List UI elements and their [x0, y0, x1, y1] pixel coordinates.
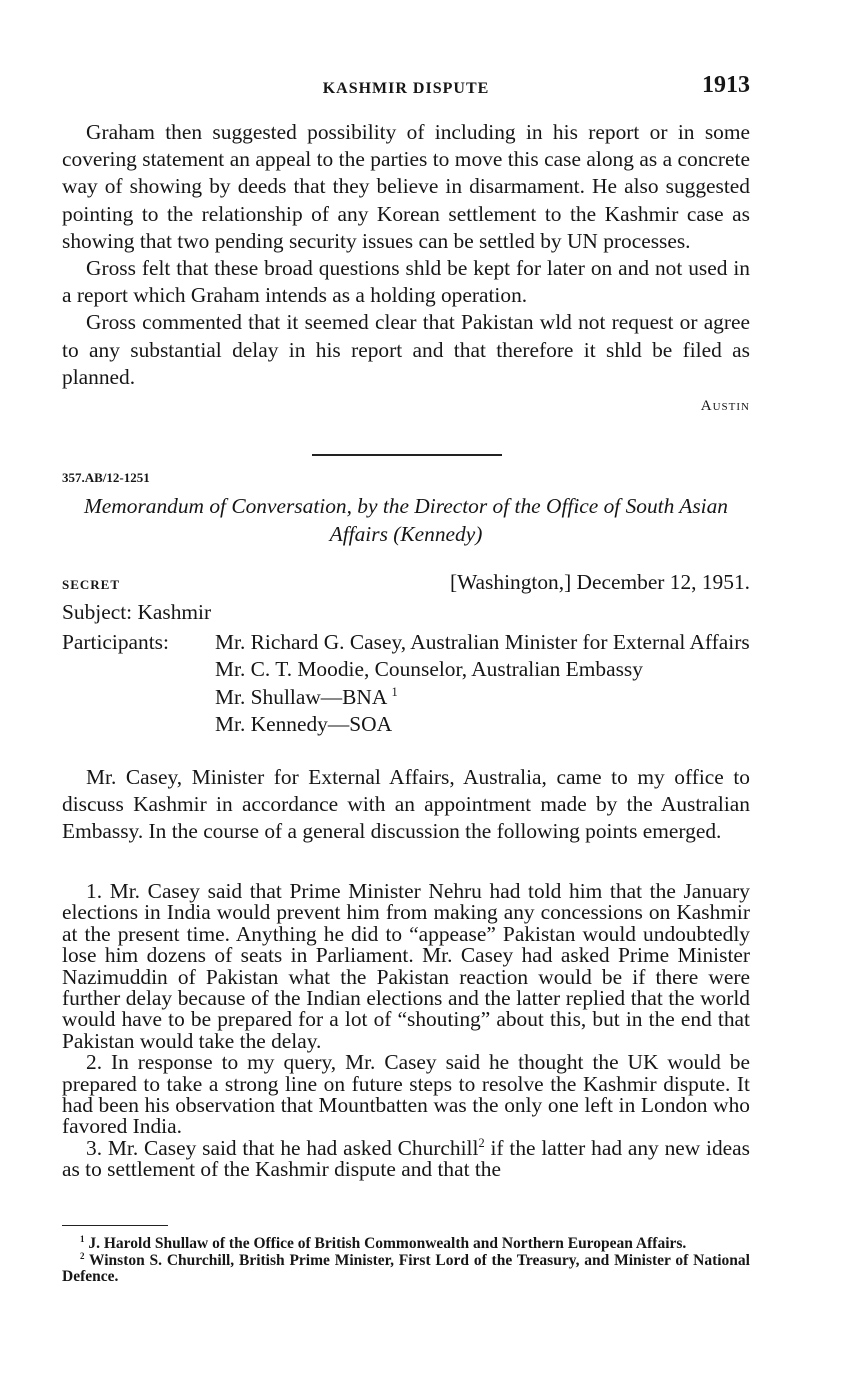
footnote-text: J. Harold Shullaw of the Office of British Commonwealth and Northern European Affairs. — [88, 1235, 687, 1252]
signature: Austin — [700, 398, 750, 415]
point-text: 3. Mr. Casey said that he had asked Churchill — [86, 1135, 479, 1160]
participant-item: Mr. Richard G. Casey, Australian Minister for External Affairs — [215, 630, 750, 654]
footnote-mark: 1 — [391, 684, 398, 699]
footnote-mark: 2 — [478, 1135, 485, 1150]
page-header — [62, 72, 750, 106]
memo-points — [62, 881, 750, 1181]
footnote — [62, 1233, 750, 1253]
participant-item: Mr. Kennedy—SOA — [215, 711, 393, 736]
point-text: if the latter had any new ideas as to settlement of the Kashmir dispute and that the — [62, 1135, 750, 1182]
numbered-point: 1. Mr. Casey said that Prime Minister Nehru had told him that the January elections in India would prevent him from making any concessions on Kashmir at the present time. Anything he did to “appease” Pakistan would undoubtedly lose him dozens of seats in Parliament. Mr. Casey had asked Prime Minister Nazimuddin of Pakistan what the Pakistan reaction would be if there were further delay because of the Indian elections and the latter replied that the world would have to be prepared for a lot of “shouting” about this, but in the end that Pakistan would take the delay. — [62, 879, 750, 1053]
paragraph: Graham then suggested possibility of including in his report or in some covering statement an appeal to the parties to move this case along as a concrete way of showing by deeds that they believe in disarmament. He also suggested pointing to the relationship of any Korean settlement to the Kashmir case as showing that two pending security issues can be settled by UN processes. — [62, 120, 750, 253]
paragraph: Mr. Casey, Minister for External Affairs, Australia, came to my office to discuss Kashmir in accordance with an appointment made by the Australian Embassy. In the course of a general discussion the following points emerged. — [62, 765, 750, 844]
running-title: KASHMIR DISPUTE — [322, 80, 490, 97]
footnotes — [62, 1233, 750, 1286]
footnote-mark: 1 — [80, 1233, 85, 1244]
previous-document-text — [62, 119, 750, 420]
classification-label: SECRET — [62, 577, 121, 592]
place-date: [Washington,] December 12, 1951. — [449, 570, 750, 594]
participant-name: Mr. Shullaw—BNA — [215, 684, 387, 709]
footnote-text: Winston S. Churchill, British Prime Minister, First Lord of the Treasury, and Minister of National Defence. — [62, 1251, 750, 1285]
classification-line — [62, 569, 750, 598]
page-number: 1913 — [702, 72, 750, 98]
footnote-mark: 2 — [80, 1250, 85, 1261]
paragraph: Gross commented that it seemed clear that Pakistan wld not request or agree to any substantial delay in his report and that therefore it shld be filed as planned. — [62, 310, 750, 389]
numbered-point: 2. In response to my query, Mr. Casey said he thought the UK would be prepared to take a strong line on future steps to resolve the Kashmir dispute. It had been his observation that Mountbatten was the only one left in London who favored India. — [62, 1050, 750, 1139]
participant-item — [215, 684, 750, 711]
section-divider — [312, 454, 502, 456]
memo-intro — [62, 764, 750, 846]
footnote-divider — [62, 1225, 168, 1226]
subject-line: Subject: Kashmir — [62, 600, 212, 624]
participant-item: Mr. C. T. Moodie, Counselor, Australian Embassy — [215, 657, 643, 682]
participants-list — [215, 629, 750, 738]
participants-block — [62, 629, 750, 738]
footnote — [62, 1250, 750, 1286]
participants-label: Participants: — [62, 630, 169, 654]
file-number: 357.AB/12-1251 — [62, 470, 150, 485]
paragraph: Gross felt that these broad questions shld be kept for later on and not used in a report which Graham intends as a holding operation. — [62, 256, 750, 308]
numbered-point — [62, 1135, 750, 1182]
memo-title: Memorandum of Conversation, by the Director of the Office of South Asian Affairs (Kennedy) — [83, 494, 729, 546]
